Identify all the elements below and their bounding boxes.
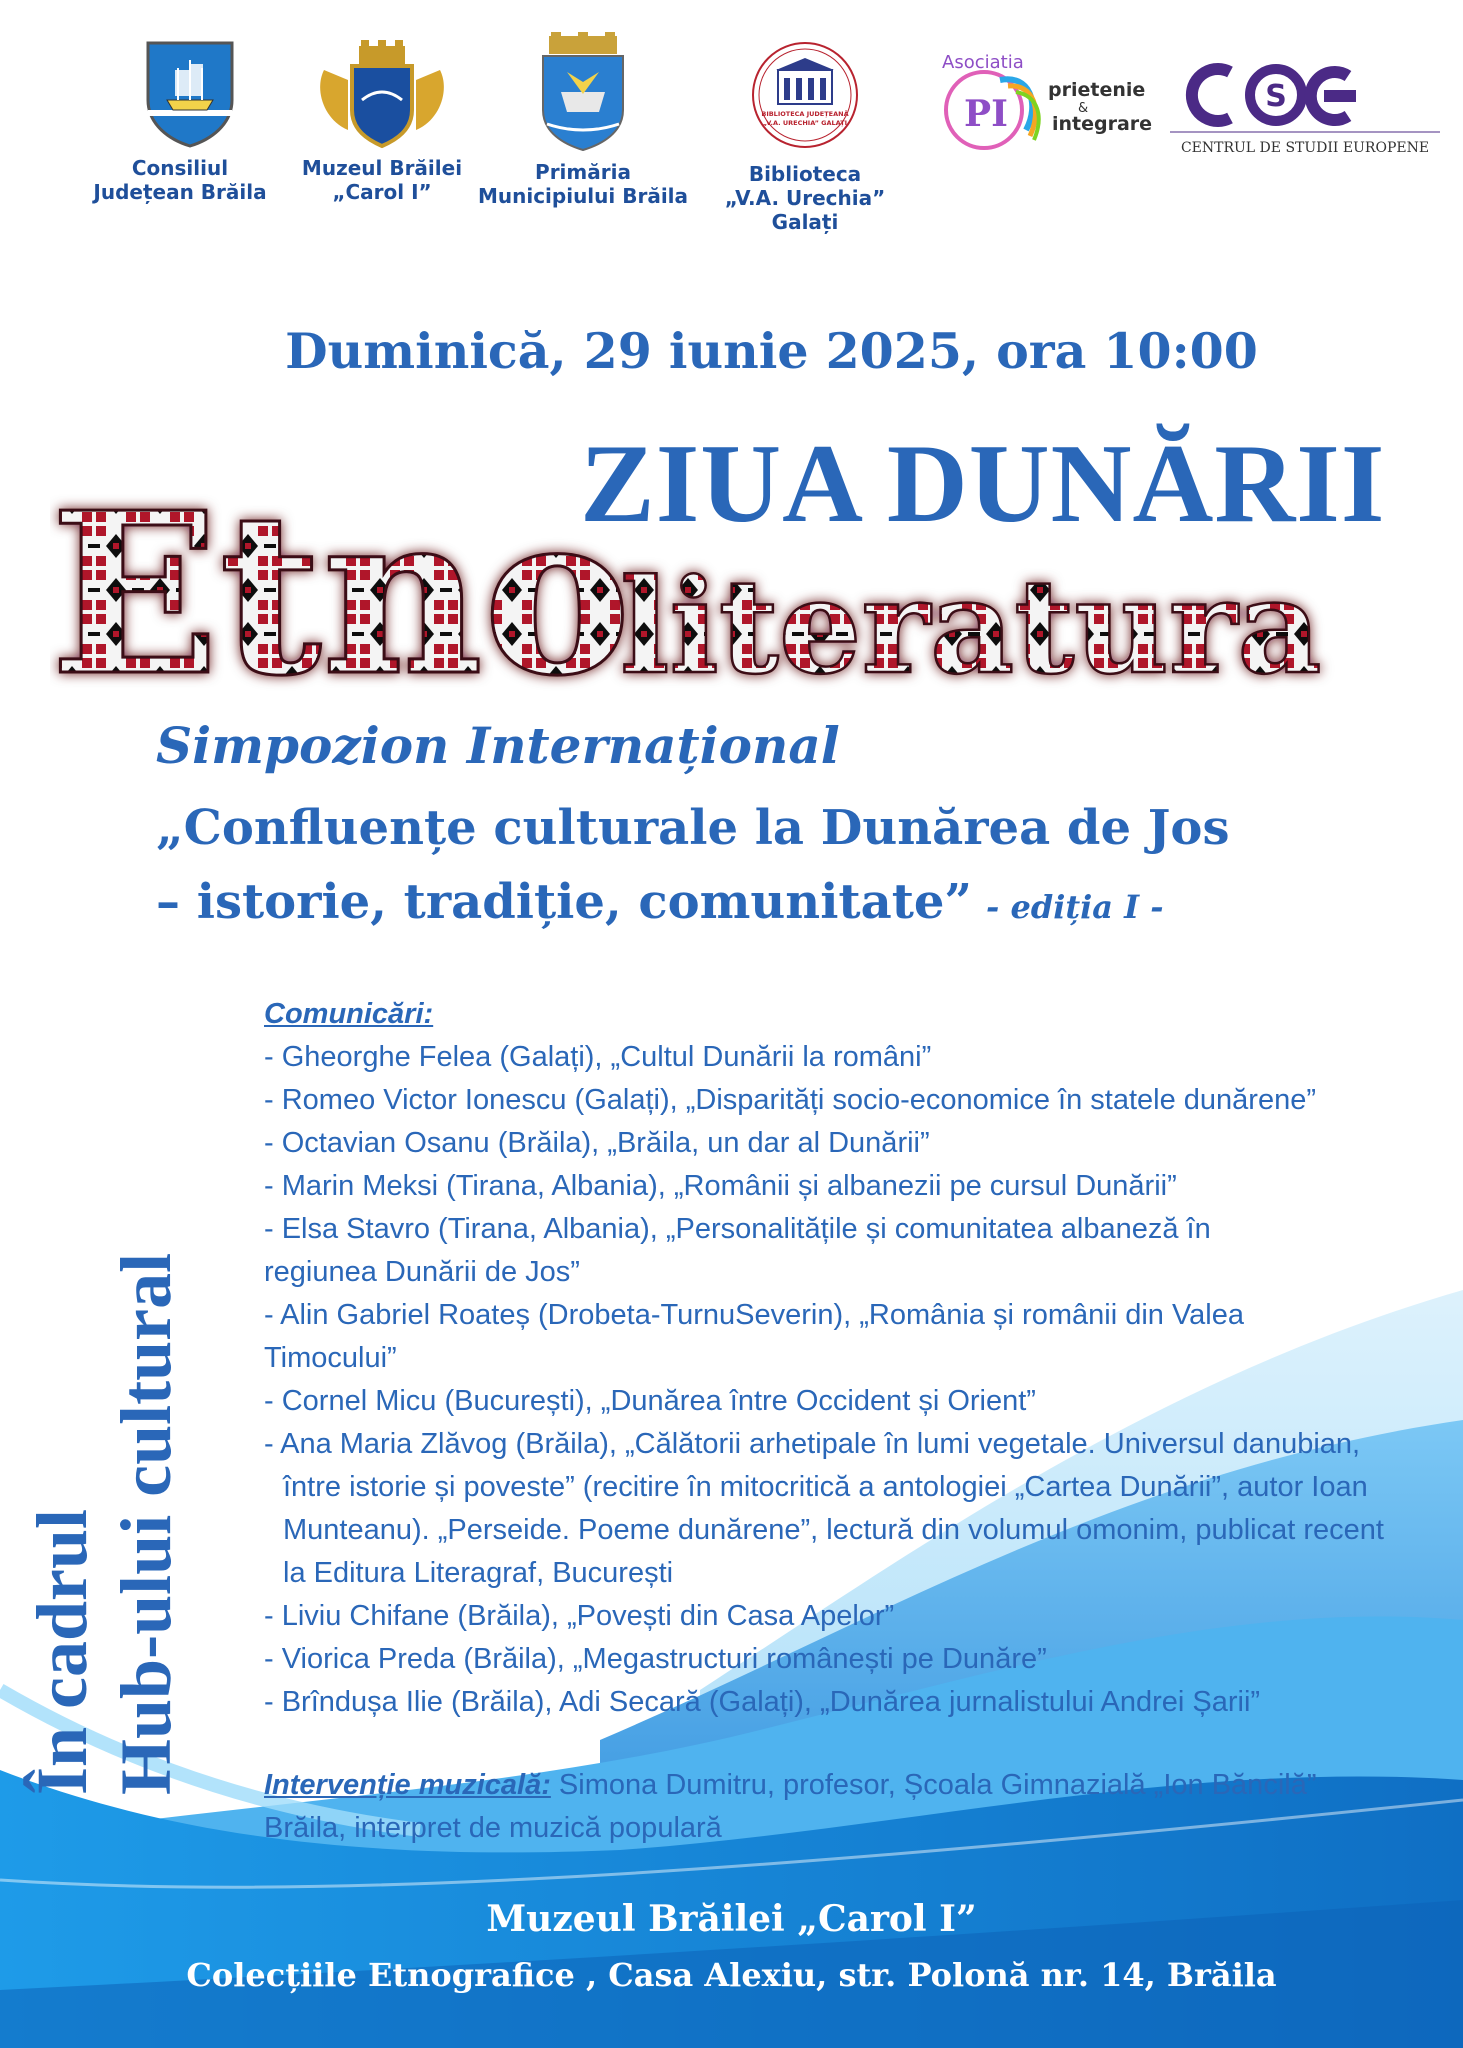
prietenie-label: prietenie (1048, 79, 1146, 101)
cse-subtitle: CENTRUL DE STUDII EUROPENE (1180, 140, 1430, 156)
logo-biblioteca: BIBLIOTECA JUDEȚEANĂ „V.A. URECHIA” GALAȚI Biblioteca „V.A. Urechia” Galați (700, 40, 910, 240)
side-caption (20, 1253, 188, 1795)
pi-mark: PI (964, 93, 1008, 135)
program-list (264, 993, 1414, 1850)
symposium-title-line2 (156, 874, 1164, 930)
pi-swirl-icon (930, 44, 1160, 154)
venue-name: Muzeul Brăilei „Carol I” (486, 1898, 977, 1940)
list-item: - Gheorghe Felea (Galați), „Cultul Dunării la români” (264, 1041, 932, 1073)
symposium-title-line1: „Confluențe culturale la Dunărea de Jos (156, 800, 1230, 856)
edition-label: - ediția I - (986, 888, 1164, 926)
musical-intervention-text: Simona Dumitru, profesor, Școala Gimnazială „Ion Băncilă” Brăila, interpret de muzică populară (264, 1769, 1317, 1844)
side-caption-line2: Hub-ului cultural (106, 1252, 186, 1795)
side-caption-line1: În cadrul (22, 1508, 102, 1795)
literatura-word: literatura (620, 550, 1322, 700)
logo-asociatia-pi (930, 44, 1160, 154)
etnoliteratura-logo (50, 480, 1410, 700)
list-item: - Viorica Preda (Brăila), „Megastructuri românești pe Dunăre” (264, 1643, 1047, 1675)
logo-consiliul-judetean: Consiliul Județean Brăila (70, 40, 290, 210)
list-item: - Ana Maria Zlăvog (Brăila), „Călătorii arhetipale în lumi vegetale. Universul danubian, între istorie și poveste” (recitire în mitocritică a antologiei „Cartea Dunării”, autor Ioan Munteanu). „Perseide. Poeme dunărene”, lectură din volumul omonim, publicat recent la Editura Literagraf, București (264, 1428, 1384, 1589)
list-item: - Liviu Chifane (Brăila), „Povești din Casa Apelor” (264, 1600, 895, 1632)
list-item: - Octavian Osanu (Brăila), „Brăila, un dar al Dunării” (264, 1127, 930, 1159)
list-item: - Romeo Victor Ionescu (Galați), „Disparități socio-economice în statele dunărene” (264, 1084, 1316, 1116)
logo-cse (1160, 52, 1450, 162)
integrare-label: integrare (1052, 113, 1153, 135)
venue-address: Colecțiile Etnografice , Casa Alexiu, str. Polonă nr. 14, Brăila (186, 1956, 1277, 1994)
coat-of-arms-icon (304, 40, 460, 150)
logo-primaria: Primăria Municipiului Brăila (468, 32, 698, 212)
symposium-label: Simpozion Internațional (156, 716, 840, 775)
list-item: - Cornel Micu (București), „Dunărea între Occident și Orient” (264, 1385, 1036, 1417)
library-seal-icon (750, 40, 860, 150)
symposium-title-line2-text: – istorie, tradiție, comunitate” (156, 874, 973, 930)
program-heading: Comunicări: (264, 998, 434, 1030)
cse-logo-icon (1160, 52, 1450, 162)
event-title: ZIUA DUNĂRII (580, 422, 1386, 546)
list-item: - Alin Gabriel Roateș (Drobeta-TurnuSeverin), „România și românii din Valea Timocului” (264, 1299, 1244, 1374)
event-date: Duminică, 29 iunie 2025, ora 10:00 (285, 322, 1258, 380)
list-item: - Brîndușa Ilie (Brăila), Adi Secară (Galați), „Dunărea jurnalistului Andrei Șarii” (264, 1686, 1261, 1718)
seal-text-line2: „V.A. URECHIA” GALAȚI (762, 119, 848, 127)
etno-word: Etno (50, 480, 632, 700)
seal-text-line1: BIBLIOTECA JUDEȚEANĂ (761, 110, 849, 118)
list-item: - Elsa Stavro (Tirana, Albania), „Personalitățile și comunitatea albaneză în regiunea Dunării de Jos” (264, 1213, 1211, 1288)
musical-intervention (264, 1764, 1374, 1850)
shield-ship-icon (145, 40, 235, 148)
ampersand-label: & (1078, 101, 1089, 116)
musical-intervention-label: Intervenție muzicală: (264, 1769, 551, 1801)
asociatia-label: Asociatia (942, 52, 1024, 73)
svg-text:S: S (1265, 79, 1287, 114)
list-item: - Marin Meksi (Tirana, Albania), „Românii și albanezii pe cursul Dunării” (264, 1170, 1177, 1202)
logo-muzeul-brailei: Muzeul Brăilei „Carol I” (282, 40, 482, 210)
city-shield-icon (539, 32, 627, 152)
